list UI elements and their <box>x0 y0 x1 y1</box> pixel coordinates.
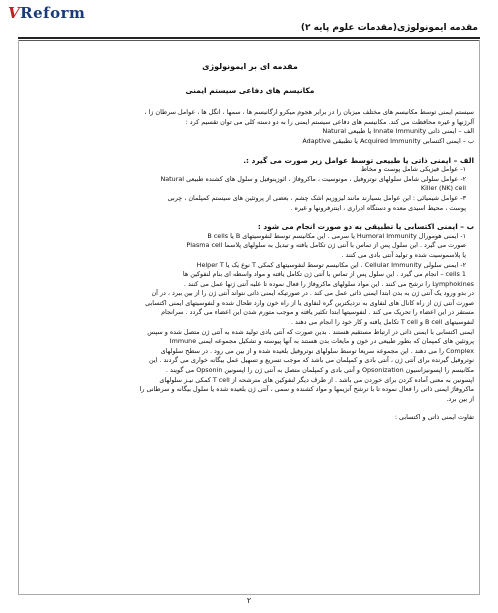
body-line: صورت می گیرد . این سلول پس از تماس با آنتی ژن تکامل یافته و تبدیل به سلولهای پلاسما Plasma cell <box>186 241 466 250</box>
body-line: 1 cells – انجام می گیرد . این سلول پس از تماس با آنتی ژن تکامل یافته و مواد واسطه ای بنام لنفوکین ها <box>182 270 466 279</box>
body-line: در بدو ورود یک آنتی ژن به بدن ابتدا ایمنی ذاتی عمل می کند . در صورتیکه ایمنی ذاتی نتواند آنتی ژن را از بین ببرد ، در آن <box>151 289 474 298</box>
body-line: از بین برد. <box>446 394 474 403</box>
body-line: مکانیسم را اپسونیزاسیون Opsonization و آنتی بادی و کمپلمان متصل به آنتی ژن را اپسونین Opsonin می گویند . <box>165 366 474 375</box>
section-b-body <box>26 232 474 405</box>
body-line: ۲- ایمنی سلولی Cellular Immunity . این مکانیسم توسط لنفوسیتهای کمکی T نوع یک یا Helper T <box>196 260 466 269</box>
intro-line: سیستم ایمنی توسط مکانیسم های مختلف میزبان را در برابر هجوم میکرو ارگانیسم ها ، سمها ، انگل ها ، عوامل سرطان زا ، <box>144 108 474 117</box>
closing-line: تفاوت ایمنی ذاتی و اکتسابی : <box>394 413 474 422</box>
list-item: پوست ، محیط اسیدی معده و دستگاه ادراری ، اینترفرونها و غیره . <box>290 203 466 212</box>
intro-line: آلرژنها و غیره محافظت می کند. مکانیسم های دفاعی سیستم ایمنی را به دو دسته کلی می توان تقسیم کرد : <box>185 117 474 126</box>
body-line: ماکروفاژ ایمنی ذاتی را فعال نموده تا با ترشح آنزیمها و مواد کشنده و سمی ، آنتی ژن بلعیده شده یا سلول بیگانه و سرطانی را <box>139 385 474 394</box>
reform-logo <box>8 4 85 22</box>
intro-line: الف – ایمنی ذاتی Innate Immunity یا طبیعی Natural <box>322 127 474 136</box>
body-line: نوتروفیل گیرنده برای آنتی ژن ، آنتی بادی و کمپلمان می باشد که موجب تسریع و تسهیل عمل بیگانه خواری می گردند . این <box>149 356 474 365</box>
body-line: مستقر در این اعضاء را تحریک می کند . لنفوسیتها ابتدا تکثیر یافته و موجب متورم شدن این اعضاء می گردد . سرانجام <box>161 308 474 317</box>
page-number: ۲ <box>246 596 252 605</box>
list-item: ۳- عوامل شیمیائی : این عوامل بسیارند مانند لیزوزیم اشک چشم ، بعضی از پروتئین های سیستم کمپلمان ، چربی <box>167 193 466 202</box>
body-line: یا پلاسموسیت شده و تولید آنتی بادی می کنند . <box>341 250 466 259</box>
section-a-list <box>26 165 474 213</box>
body-line: لنفوسیتهای B cell و T cell تکامل یافته و کار خود را انجام می دهند . <box>290 318 474 327</box>
header-title: مقدمه ایمونولوژی(مقدمات علوم پایه ۲) <box>300 23 478 33</box>
list-item: ۱- عوامل فیزیکی شامل پوست و مخاط <box>361 165 466 174</box>
page-title: مقدمه ای بر ایمونولوژی <box>202 62 298 71</box>
body-line: پروتئین های کمپمان که بطور طبیعی در خون و مایعات بدن هستند به آنها پیوسته و تشکیل مجموعه ایمنی Immune <box>169 337 474 346</box>
logo-accent: V <box>8 4 21 22</box>
intro-line: ب – ایمنی اکتسابی Acquired Immunity یا تطبیقی Adaptive <box>302 136 474 145</box>
body-line: Lymphokines را ترشح می کنند . این مواد سلولهای ماکروفاژ را فعال نموده تا علیه آنتی ژنها عمل می کنند . <box>183 279 474 288</box>
list-item: Killer (NK) cell <box>420 184 466 193</box>
section-a-heading: الف – ایمنی ذاتی یا طبیعی توسط عوامل زیر صورت می گیرد :. <box>243 155 474 165</box>
body-line: صورت آنتی ژن از راه کانال های لنفاوی به نزدیکترین گره لنفاوی یا از راه خون وارد طحال شده و لنفوسیتهای ایمنی اکتسابی <box>145 298 474 307</box>
intro-paragraph <box>26 108 474 146</box>
body-line: Complex را می دهند . این مجموعه سریعا توسط سلولهای نوتروفیل بلعیده شده و از بین می رود . در سطح سلولهای <box>160 346 474 355</box>
list-item: ۲- عوامل سلولی شامل سلولهای نوتروفیل ، مونوسیت ، ماکروفاژ ، ائوزینوفیل و سلول های کشنده طبیعی Natural <box>160 174 466 183</box>
section-b-heading: ب – ایمنی اکتسابی یا تطبیقی به دو صورت انجام می شود : <box>257 222 474 232</box>
document-body <box>26 62 474 423</box>
body-line: ۱- ایمنی هومورال Humoral Immunity یا سرمی . این مکانیسم توسط لنفوسیتهای B یا B cells <box>207 231 466 240</box>
page-subtitle: مکانیسم های دفاعی سیستم ایمنی <box>185 85 315 95</box>
body-line: ایمنی اکتسابی با ایمنی ذاتی در ارتباط مستقیم هستند . بدین صورت که آنتی بادی تولید شده به آنتی ژن متصل شده و سپس <box>147 327 474 336</box>
logo-text: Reform <box>20 4 86 22</box>
body-line: اپسونین به معنی آماده کردن برای خوردن می باشد . از طرف دیگر لنفوکین های مترشحه از T cell کمکی نیـز سلولهای <box>159 375 474 384</box>
